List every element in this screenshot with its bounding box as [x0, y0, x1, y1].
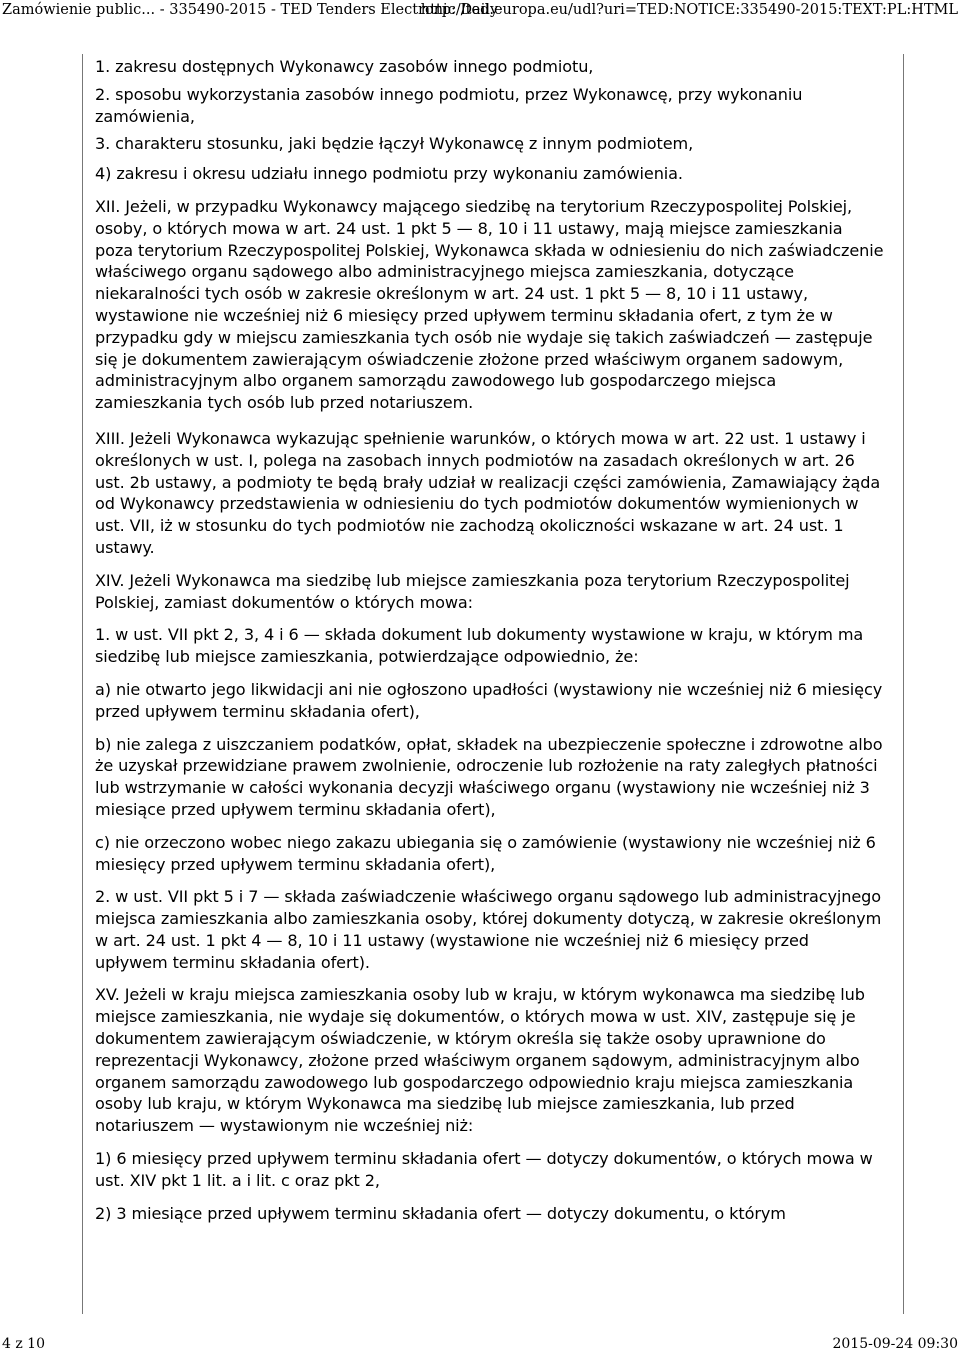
print-footer: [0, 1334, 960, 1354]
paragraph: a) nie otwarto jego likwidacji ani nie ogłoszono upadłości (wystawiony nie wcześniej niż 6 miesięcy przed upływem terminu składania ofert),: [95, 679, 883, 721]
paragraph-xv: XV. Jeżeli w kraju miejsca zamieszkania osoby lub w kraju, w którym wykonawca ma siedzibę lub miejsce zamieszkania, nie wydaje się dokumentów, o których mowa w ust. XIV, zastępuje się je dokumentem zawierającym oświadczenie, w którym określa się także osoby uprawnione do reprezentacji Wykonawcy, złożone przed właściwym organem sądowym, administracyjnym albo organem samorządu zawodowego lub gospodarczego odpowiednio kraju miejsca zamieszkania osoby lub kraju, w którym Wykonawca ma siedzibę lub miejsce zamieszkania, lub przed notariuszem — wystawionym nie wcześniej niż:: [95, 985, 865, 1136]
page-title: Zamówienie public... - 335490-2015 - TED Tenders Electronic Daily: [2, 2, 499, 18]
paragraph: 4) zakresu i okresu udziału innego podmiotu przy wykonaniu zamówienia.: [95, 164, 683, 184]
paragraph-xiv: XIV. Jeżeli Wykonawca ma siedzibę lub miejsce zamieszkania poza terytorium Rzeczypospolitej Polskiej, zamiast dokumentów o których mowa:: [95, 570, 850, 612]
paragraph: 2) 3 miesiące przed upływem terminu składania ofert — dotyczy dokumentu, o którym: [95, 1203, 786, 1223]
document-body: [95, 56, 885, 1235]
paragraph: 2. sposobu wykorzystania zasobów innego podmiotu, przez Wykonawcę, przy wykonaniu zamówienia,: [95, 84, 803, 126]
print-header: [0, 0, 960, 20]
paragraph: 1) 6 miesięcy przed upływem terminu składania ofert — dotyczy dokumentów, o których mowa w ust. XIV pkt 1 lit. a i lit. c oraz pkt 2,: [95, 1149, 873, 1190]
paragraph-xii: XII. Jeżeli, w przypadku Wykonawcy mającego siedzibę na terytorium Rzeczypospolitej Polskiej, osoby, o których mowa w art. 24 ust. 1 pkt 5 — 8, 10 i 11 ustawy, mają miejsce zamieszkania poza terytorium Rzeczypospolitej Polskiej, Wykonawca składa w odniesieniu do nich zaświadczenie właściwego organu sądowego albo administracyjnego miejsca zamieszkania, dotyczące niekaralności tych osób w zakresie określonym w art. 24 ust. 1 pkt 5 — 8, 10 i 11 ustawy, wystawione nie wcześniej niż 6 miesięcy przed upływem terminu składania ofert, z tym że w przypadku gdy w miejscu zamieszkania tych osób nie wydaje się takich zaświadczeń — zastępuje się je dokumentem zawierającym oświadczenie złożone przed właściwym organem sadowym, administracyjnym albo organem samorządu zawodowego lub gospodarczego miejsca zamieszkania tych osób lub przed notariuszem.: [95, 196, 884, 413]
page-url: http://ted.europa.eu/udl?uri=TED:NOTICE:335490-2015:TEXT:PL:HTML: [420, 2, 958, 18]
print-datetime: 2015-09-24 09:30: [832, 1336, 958, 1352]
paragraph-xiii: XIII. Jeżeli Wykonawca wykazując spełnienie warunków, o których mowa w art. 22 ust. 1 ustawy i określonych w ust. I, polega na zasobach innych podmiotów na zasadach określonych w art. 26 ust. 2b ustawy, a podmioty te będą brały udział w realizacji części zamówienia, Zamawiający żąda od Wykonawcy przedstawienia w odniesieniu do tych podmiotów dokumentów wymienionych w ust. VII, iż w stosunku do tych podmiotów nie zachodzą okoliczności wskazane w art. 24 ust. 1 ustawy.: [95, 428, 881, 557]
paragraph: 2. w ust. VII pkt 5 i 7 — składa zaświadczenie właściwego organu sądowego lub administracyjnego miejsca zamieszkania albo zamieszkania osoby, której dokumenty dotyczą, w zakresie określonym w art. 24 ust. 1 pkt 4 — 8, 10 i 11 ustawy (wystawione nie wcześniej niż 6 miesięcy przed upływem terminu składania ofert).: [95, 887, 882, 972]
paragraph: 1. zakresu dostępnych Wykonawcy zasobów innego podmiotu,: [95, 57, 594, 76]
paragraph: 1. w ust. VII pkt 2, 3, 4 i 6 — składa dokument lub dokumenty wystawione w kraju, w którym ma siedzibę lub miejsce zamieszkania, potwierdzające odpowiednio, że:: [95, 625, 864, 667]
page-number: 4 z 10: [2, 1336, 45, 1352]
paragraph: b) nie zalega z uiszczaniem podatków, opłat, składek na ubezpieczenie społeczne i zdrowotne albo że uzyskał przewidziane prawem zwolnienie, odroczenie lub rozłożenie na raty zaległych płatności lub wstrzymanie w całości wykonania decyzji właściwego organu (wystawiony nie wcześniej niż 3 miesiące przed upływem terminu składania ofert),: [95, 734, 883, 819]
paragraph: 3. charakteru stosunku, jaki będzie łączył Wykonawcę z innym podmiotem,: [95, 134, 694, 154]
paragraph: c) nie orzeczono wobec niego zakazu ubiegania się o zamówienie (wystawiony nie wcześniej niż 6 miesięcy przed upływem terminu składania ofert),: [95, 832, 876, 874]
